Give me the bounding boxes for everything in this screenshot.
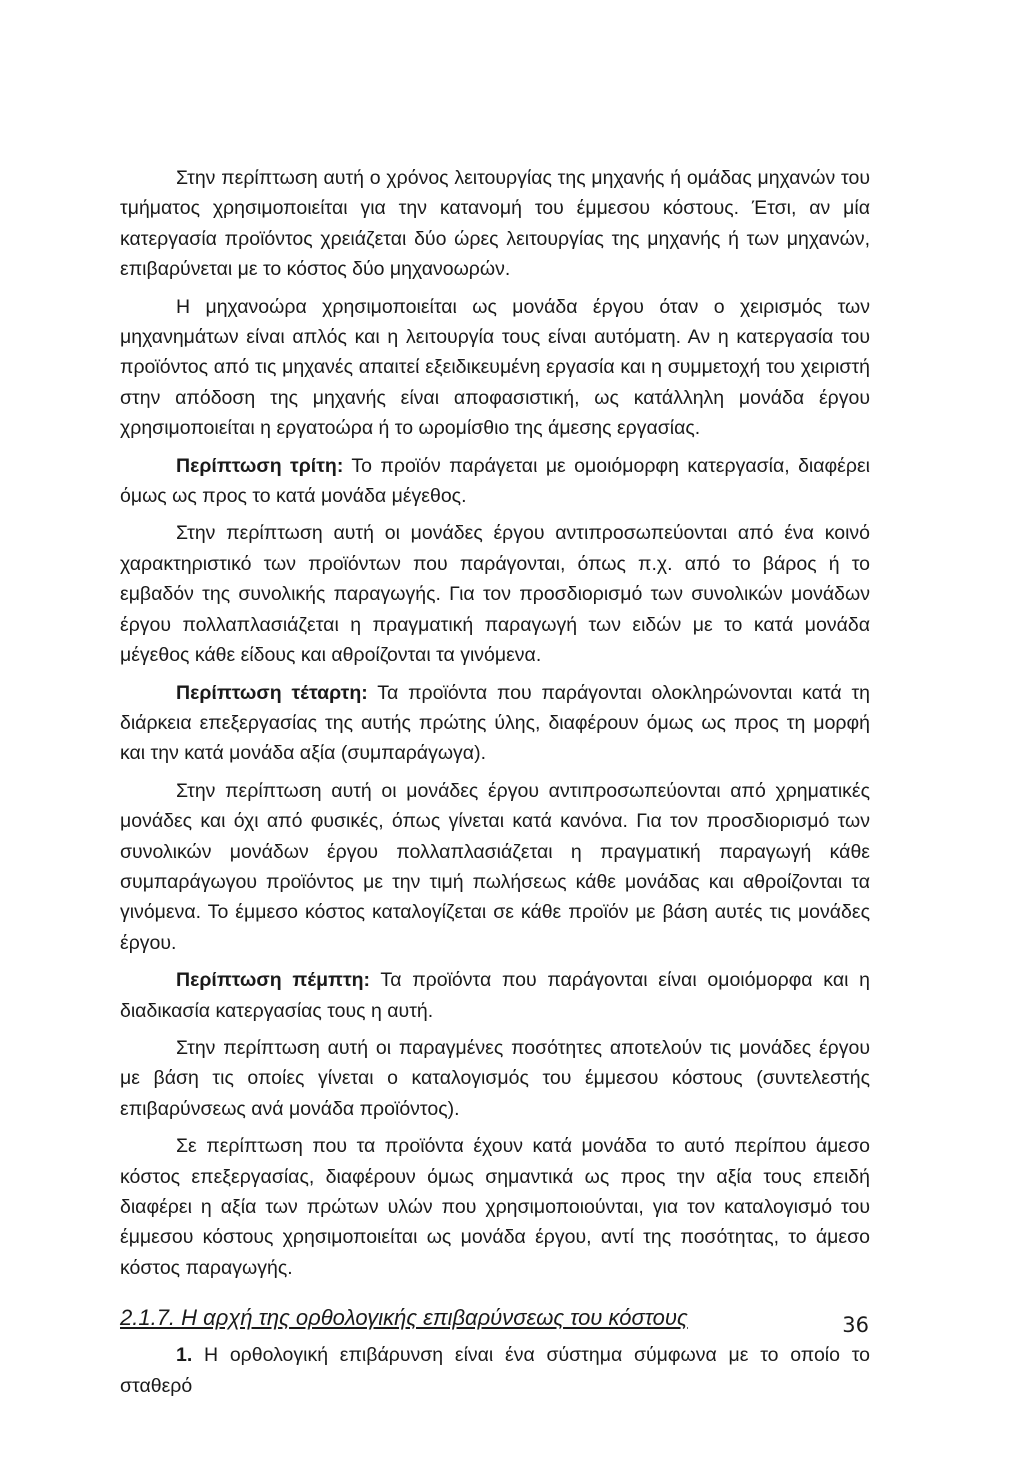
paragraph: Στην περίπτωση αυτή οι μονάδες έργου αντιπροσωπεύονται από ένα κοινό χαρακτηριστικό των προϊόντων που παράγονται, όπως π.χ. από το βάρος ή το εμβαδόν της συνολικής παραγωγής. Για τον προσδιορισμό των συνολικών μονάδων έργου πολλαπλασιάζεται η πραγματική παραγωγή των ειδών με το κατά μονάδα μέγεθος κάθε είδους και αθροίζονται τα γινόμενα. <box>120 522 870 667</box>
list-text: Η ορθολογική επιβάρυνση είναι ένα σύστημα σύμφωνα με το οποίο το σταθερό <box>120 1344 870 1397</box>
page-number: 36 <box>842 1313 869 1337</box>
page-body <box>120 163 870 1401</box>
paragraph: Στην περίπτωση αυτή οι παραγμένες ποσότητες αποτελούν τις μονάδες έργου με βάση τις οποίες γίνεται ο καταλογισμός του έμμεσου κόστους (συντελεστής επιβαρύνσεως ανά μονάδα προϊόντος). <box>120 1036 870 1120</box>
case-text: Τα προϊόντα που παράγονται ολοκληρώνονται κατά τη διάρκεια επεξεργασίας της αυτής πρώτης ύλης, διαφέρουν όμως ως προς τη μορφή και την κατά μονάδα αξία (συμπαράγωγα). <box>120 681 870 765</box>
case-four <box>120 678 870 769</box>
list-number: 1. <box>176 1344 193 1367</box>
section-heading: 2.1.7. Η αρχή της ορθολογικής επιβαρύνσεως του κόστους <box>120 1305 688 1331</box>
list-item <box>120 1340 870 1401</box>
paragraph: Η μηχανοώρα χρησιμοποιείται ως μονάδα έργου όταν ο χειρισμός των μηχανημάτων είναι απλός και η λειτουργία τους είναι αυτόματη. Αν η κατεργασία του προϊόντος από τις μηχανές απαιτεί εξειδικευμένη εργασία και η συμμετοχή του χειριστή στην απόδοση της μηχανής είναι αποφασιστική, ως κατάλληλη μονάδα έργου χρησιμοποιείται η εργατοώρα ή το ωρομίσθιο της άμεσης εργασίας. <box>120 295 870 440</box>
paragraph: Στην περίπτωση αυτή ο χρόνος λειτουργίας της μηχανής ή ομάδας μηχανών του τμήματος χρησιμοποιείται για την κατανομή του έμμεσου κόστους. Έτσι, αν μία κατεργασία προϊόντος χρειάζεται δύο ώρες λειτουργίας της μηχανής ή των μηχανών, επιβαρύνεται με το κόστος δύο μηχανοωρών. <box>120 167 870 281</box>
case-text: Τα προϊόντα που παράγονται είναι ομοιόμορφα και η διαδικασία κατεργασίας τους η αυτή. <box>120 969 870 1022</box>
case-three <box>120 451 870 512</box>
case-text: Το προϊόν παράγεται με ομοιόμορφη κατεργασία, διαφέρει όμως ως προς το κατά μονάδα μέγεθος. <box>120 454 870 508</box>
case-title: Περίπτωση πέμπτη: <box>176 969 371 992</box>
case-five <box>120 965 870 1026</box>
case-title: Περίπτωση τρίτη: <box>176 454 344 477</box>
paragraph: Σε περίπτωση που τα προϊόντα έχουν κατά μονάδα το αυτό περίπου άμεσο κόστος επεξεργασίας, διαφέρουν όμως σημαντικά ως προς την αξία τους επειδή διαφέρει η αξία των πρώτων υλών που χρησιμοποιούνται, για τον καταλογισμό του έμμεσου κόστους χρησιμοποιείται ως μονάδα έργου, αντί της ποσότητας, το άμεσο κόστος παραγωγής. <box>120 1135 870 1279</box>
paragraph: Στην περίπτωση αυτή οι μονάδες έργου αντιπροσωπεύονται από χρηματικές μονάδες και όχι από φυσικές, όπως γίνεται κατά κανόνα. Για τον προσδιορισμό των συνολικών μονάδων έργου πολλαπλασιάζεται η πραγματική παραγωγή κάθε συμπαράγωγου προϊόντος με την τιμή πωλήσεως κάθε μονάδας και αθροίζονται τα γινόμενα. Το έμμεσο κόστος καταλογίζεται σε κάθε προϊόν με βάση αυτές τις μονάδες έργου. <box>120 779 870 954</box>
case-title: Περίπτωση τέταρτη: <box>176 681 368 704</box>
